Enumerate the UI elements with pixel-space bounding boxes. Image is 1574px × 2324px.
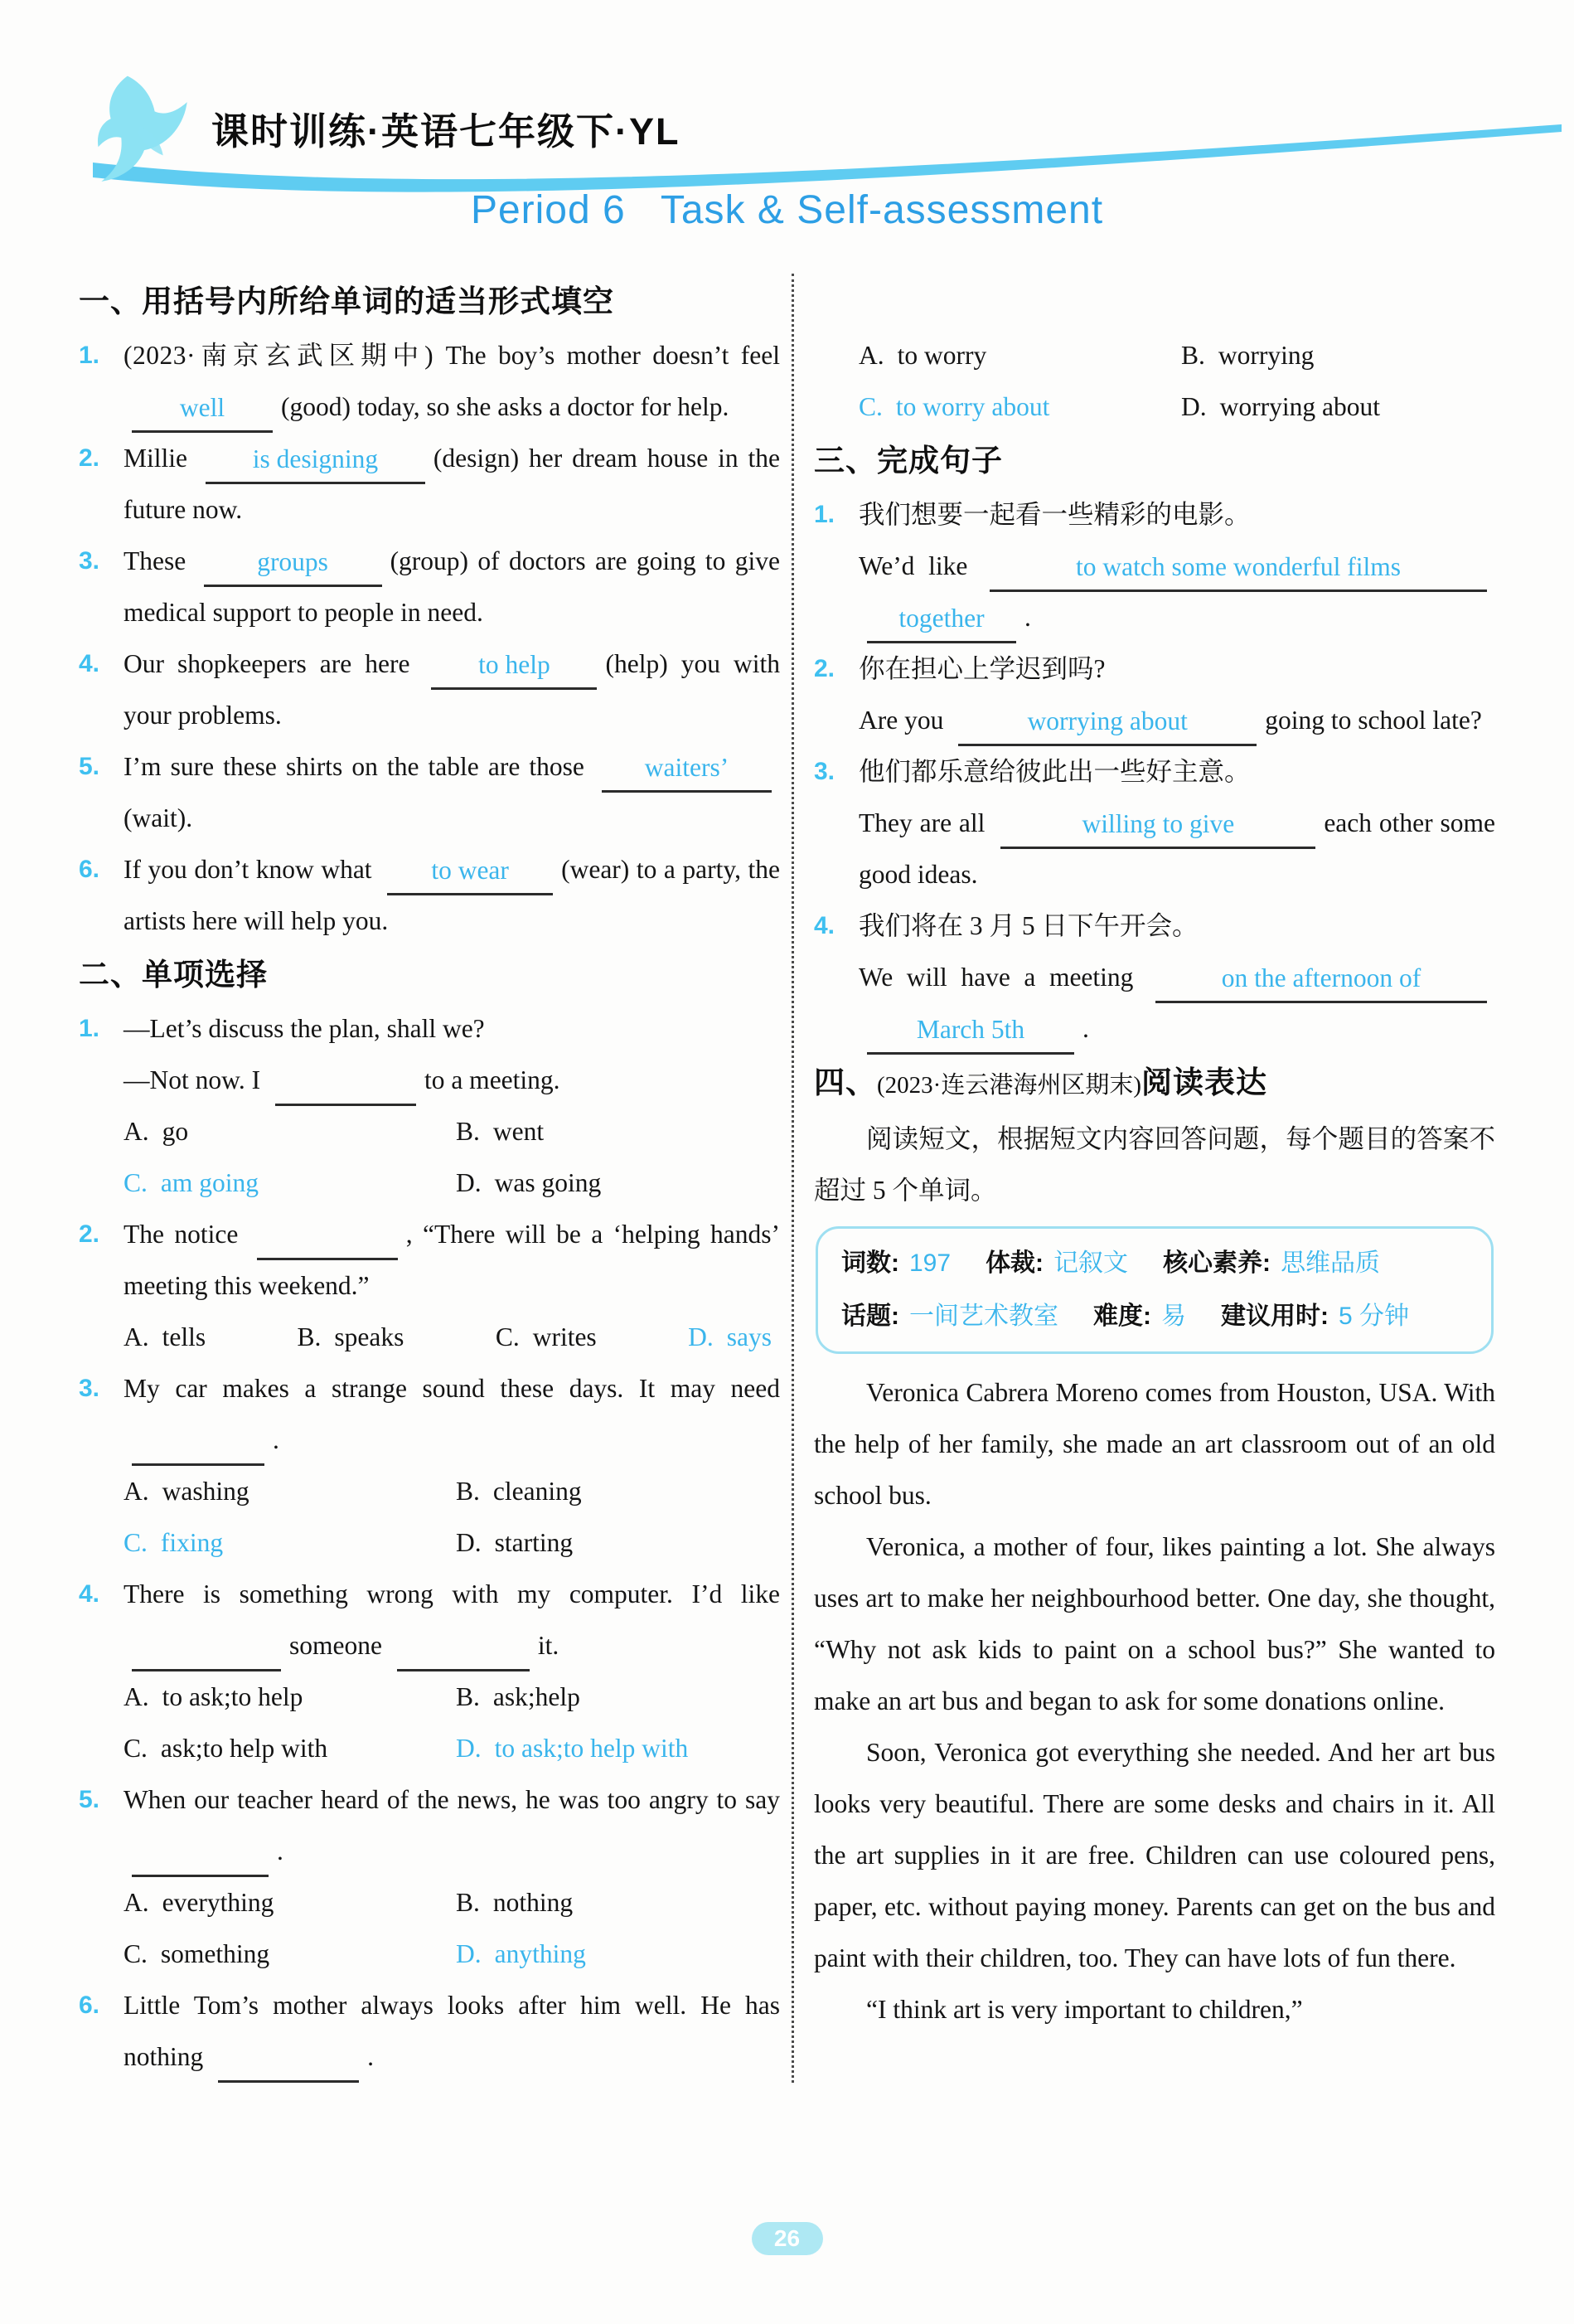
item-text: going to school late? xyxy=(1265,706,1482,735)
option xyxy=(123,1157,448,1209)
option xyxy=(123,1671,448,1723)
item-text: When our teacher heard of the news, he was too angry to say xyxy=(123,1785,780,1814)
item-text: 你在担心上学迟到吗? xyxy=(859,654,1106,683)
option-text: worrying xyxy=(1218,341,1315,370)
item-text: . xyxy=(367,2042,375,2071)
page-title: Period 6 Task & Self-assessment xyxy=(470,188,1104,232)
option-text: to worry xyxy=(897,341,987,370)
option-text: went xyxy=(492,1117,545,1146)
option xyxy=(688,1312,772,1363)
option-label: D. xyxy=(456,1168,482,1197)
item-text: Millie xyxy=(123,444,187,473)
item-number: 1. xyxy=(79,1015,100,1042)
option-label: A. xyxy=(123,1682,149,1711)
option xyxy=(456,1723,780,1774)
option-text: cleaning xyxy=(492,1477,582,1506)
info-label: 建议用时: xyxy=(1221,1303,1329,1330)
item-text: . xyxy=(277,1836,283,1866)
exercise-item xyxy=(79,1363,780,1466)
brand-title: 课时训练·英语七年级下·YL xyxy=(211,110,680,153)
paragraph: 阅读短文，根据短文内容回答问题，每个题目的答案不超过 5 个单词。 xyxy=(814,1124,1495,1205)
exercise-item xyxy=(79,1774,780,1877)
answer-blank xyxy=(257,1212,398,1260)
option xyxy=(456,1517,780,1569)
option-label: D. xyxy=(1181,392,1207,421)
option xyxy=(1181,381,1495,433)
heading-text: 四、 xyxy=(814,1065,877,1099)
exercise-item xyxy=(814,746,1495,900)
item-text: . xyxy=(273,1425,279,1454)
item-number: 1. xyxy=(814,501,835,528)
item-body xyxy=(123,638,780,741)
option-label: A. xyxy=(123,1117,149,1146)
section-heading: 一、用括号内所给单词的适当形式填空 xyxy=(79,284,614,318)
answer-blank: to watch some wonderful films xyxy=(990,544,1487,592)
item-text: If you don’t know what xyxy=(123,855,372,884)
item-text: 我们将在 3 月 5 日下午开会。 xyxy=(859,911,1199,940)
info-label: 难度: xyxy=(1093,1303,1151,1330)
info-label: 话题: xyxy=(841,1303,899,1330)
info-value: 思维品质 xyxy=(1281,1249,1381,1277)
info-label: 体裁: xyxy=(986,1249,1044,1277)
option-text: says xyxy=(726,1322,772,1351)
item-body xyxy=(123,433,780,536)
answer-blank: well xyxy=(132,385,273,433)
options-row xyxy=(814,330,1495,433)
option-label: C. xyxy=(123,1168,148,1197)
option-text: everything xyxy=(162,1888,274,1917)
exam-source: (2023·连云港海州区期末) xyxy=(877,1072,1141,1099)
answer-blank xyxy=(132,1623,281,1671)
option xyxy=(123,1106,448,1157)
option-label: D. xyxy=(456,1528,482,1557)
option xyxy=(123,1312,206,1363)
item-text: Little Tom’s mother always looks after him well. He has nothing xyxy=(123,1991,780,2071)
item-text: . xyxy=(1082,1014,1089,1043)
dolphin-logo-icon xyxy=(91,70,197,190)
info-value: 一间艺术教室 xyxy=(909,1303,1058,1330)
item-body xyxy=(859,746,1495,900)
answer-blank: waiters’ xyxy=(602,745,772,793)
option-text: go xyxy=(162,1117,189,1146)
item-number: 2. xyxy=(79,444,100,472)
paragraph: Veronica Cabrera Moreno comes from Houston, USA. With the help of her family, she made an art classroom out of an old school bus. xyxy=(814,1378,1495,1510)
item-number: 5. xyxy=(79,1786,100,1813)
options-row xyxy=(79,1312,780,1363)
option-text: to ask;to help with xyxy=(494,1734,689,1763)
item-text: They are all xyxy=(859,808,986,837)
option xyxy=(123,1929,448,1980)
exercise-item xyxy=(79,536,780,638)
item-text: Our shopkeepers are here xyxy=(123,649,410,678)
item-number: 3. xyxy=(79,1375,100,1402)
option-label: A. xyxy=(123,1477,149,1506)
item-text: (group) of doctors are going to give medical support to people in need. xyxy=(123,546,780,627)
option-label: D. xyxy=(456,1939,482,1968)
info-row xyxy=(841,1290,1468,1343)
right-column xyxy=(794,274,1495,2083)
paragraph: Soon, Veronica got everything she needed. And her art bus looks very beautiful. There are some desks and chairs in it. All the art supplies in it are free. Children can use coloured pens, paper, etc. without paying money. Parents can get on the bus and paint with their children, too. They can have lots of fun there. xyxy=(814,1738,1495,1972)
item-text: it. xyxy=(537,1631,559,1660)
exercise-item xyxy=(79,1980,780,2083)
option-text: to worry about xyxy=(895,392,1050,421)
option xyxy=(123,1723,448,1774)
exercise-item xyxy=(814,643,1495,746)
item-number: 4. xyxy=(79,1580,100,1608)
option-label: C. xyxy=(123,1939,148,1968)
item-body xyxy=(123,741,780,844)
item-text: (good) today, so she asks a doctor for help. xyxy=(281,392,729,421)
item-text: (help) you with your problems. xyxy=(123,649,780,730)
exercise-item xyxy=(79,330,780,433)
exercise-item xyxy=(79,1003,780,1106)
answer-blank: willing to give xyxy=(1000,801,1315,849)
answer-blank xyxy=(132,1418,264,1466)
item-body xyxy=(123,1774,780,1877)
paragraph: Veronica, a mother of four, likes painting a lot. She always uses art to make her neighbourhood better. One day, she thought, “Why not ask kids to paint on a school bus?” She wanted to make an art bus and began to ask for some donations online. xyxy=(814,1532,1495,1715)
answer-blank: to help xyxy=(431,642,597,690)
item-text: The boy’s mother doesn’t feel xyxy=(445,341,780,370)
exercise-item xyxy=(79,433,780,536)
exercise-item xyxy=(79,1209,780,1312)
item-text: (design) her dream house in the future now. xyxy=(123,444,781,524)
item-text: someone xyxy=(289,1631,382,1660)
item-text: I’m sure these shirts on the table are those xyxy=(123,752,584,781)
exercise-item xyxy=(814,900,1495,1055)
section-heading: 二、单项选择 xyxy=(79,958,268,992)
item-body xyxy=(123,1209,780,1312)
item-text: My car makes a strange sound these days. It may need xyxy=(123,1374,780,1403)
option-label: D. xyxy=(456,1734,482,1763)
item-number: 6. xyxy=(79,1992,100,2019)
paragraph: “I think art is very important to children,” xyxy=(866,1995,1303,2024)
item-number: 6. xyxy=(79,856,100,883)
option-label: D. xyxy=(688,1322,714,1351)
option-label: C. xyxy=(859,392,883,421)
answer-blank: worrying about xyxy=(958,698,1257,746)
item-body xyxy=(123,536,780,638)
info-value: 记叙文 xyxy=(1053,1249,1129,1277)
option xyxy=(456,1106,780,1157)
options-row xyxy=(79,1106,780,1209)
option-label: C. xyxy=(123,1528,148,1557)
option xyxy=(456,1929,780,1980)
option-text: am going xyxy=(160,1168,259,1197)
option xyxy=(859,381,1173,433)
item-body xyxy=(859,643,1495,746)
answer-blank: on the afternoon of xyxy=(1155,955,1487,1003)
item-number: 1. xyxy=(79,342,100,369)
option-label: B. xyxy=(456,1477,480,1506)
option-text: was going xyxy=(494,1168,602,1197)
item-text: We’d like xyxy=(859,551,968,580)
option-text: writes xyxy=(532,1322,597,1351)
item-body xyxy=(123,1569,780,1671)
option xyxy=(123,1877,448,1929)
item-body xyxy=(123,844,780,947)
option-label: B. xyxy=(297,1322,322,1351)
item-number: 4. xyxy=(79,650,100,677)
option-label: C. xyxy=(123,1734,148,1763)
item-text: . xyxy=(1024,603,1031,632)
item-text: to a meeting. xyxy=(424,1065,560,1094)
item-text: —Not now. I xyxy=(123,1065,261,1094)
item-body xyxy=(123,1363,780,1466)
option xyxy=(456,1157,780,1209)
item-text: We will have a meeting xyxy=(859,963,1134,992)
exercise-item xyxy=(79,1569,780,1671)
item-text: 我们想要一起看一些精彩的电影。 xyxy=(859,500,1251,529)
option xyxy=(496,1312,597,1363)
info-value: 197 xyxy=(909,1249,952,1277)
options-row xyxy=(79,1877,780,1980)
option-label: B. xyxy=(456,1117,480,1146)
exercise-item xyxy=(79,741,780,844)
answer-blank xyxy=(397,1623,530,1671)
item-body xyxy=(123,330,780,433)
option xyxy=(456,1877,780,1929)
item-text: each other some good ideas. xyxy=(859,808,1495,889)
option-label: B. xyxy=(1181,341,1205,370)
item-text: These xyxy=(123,546,186,575)
answer-blank xyxy=(132,1829,269,1877)
answer-blank: March 5th xyxy=(867,1007,1074,1055)
info-label: 核心素养: xyxy=(1163,1249,1271,1277)
exercise-item xyxy=(79,638,780,741)
option-text: speaks xyxy=(334,1322,404,1351)
exam-source: (2023·南京玄武区期中) xyxy=(123,341,434,370)
option-label: A. xyxy=(859,341,884,370)
item-number: 5. xyxy=(79,753,100,780)
item-number: 4. xyxy=(814,912,835,939)
option-text: ask;to help with xyxy=(160,1734,328,1763)
option-text: something xyxy=(160,1939,270,1968)
option-label: A. xyxy=(123,1888,149,1917)
item-number: 2. xyxy=(79,1220,100,1248)
info-value: 易 xyxy=(1161,1303,1186,1330)
section-heading xyxy=(814,1055,1495,1113)
section-heading: 三、完成句子 xyxy=(814,444,1003,478)
item-text: —Let’s discuss the plan, shall we? xyxy=(123,1014,485,1043)
heading-text: 阅读表达 xyxy=(1141,1065,1267,1099)
option-label: A. xyxy=(123,1322,149,1351)
option-text: worrying about xyxy=(1219,392,1380,421)
content-columns xyxy=(79,274,1495,2083)
option-text: anything xyxy=(494,1939,586,1968)
option-text: tells xyxy=(162,1322,206,1351)
item-body xyxy=(123,1003,780,1106)
info-label: 词数: xyxy=(841,1249,899,1277)
passage-info-box xyxy=(816,1226,1494,1354)
answer-blank: groups xyxy=(204,539,382,587)
item-text: (wear) to a party, the artists here will help you. xyxy=(123,855,780,935)
answer-blank xyxy=(218,2035,359,2083)
info-row xyxy=(841,1237,1468,1290)
option xyxy=(1181,330,1495,381)
item-text: The notice xyxy=(123,1220,239,1249)
page-number-badge: 26 xyxy=(752,2222,823,2255)
item-body xyxy=(859,489,1495,643)
option xyxy=(859,330,1173,381)
item-text: 他们都乐意给彼此出一些好主意。 xyxy=(859,757,1251,786)
option xyxy=(123,1466,448,1517)
exercise-item xyxy=(814,489,1495,643)
item-body xyxy=(859,900,1495,1055)
option-label: B. xyxy=(456,1888,480,1917)
option xyxy=(456,1466,780,1517)
answer-blank: together xyxy=(867,595,1016,643)
option-text: ask;help xyxy=(492,1682,580,1711)
option-text: fixing xyxy=(160,1528,224,1557)
option-label: C. xyxy=(495,1322,520,1351)
item-body xyxy=(123,1980,780,2083)
options-row xyxy=(79,1671,780,1774)
item-number: 2. xyxy=(814,655,835,682)
option-text: washing xyxy=(162,1477,249,1506)
item-text: , “There will be a ‘helping hands’ meeting this weekend.” xyxy=(123,1220,780,1300)
answer-blank xyxy=(275,1058,416,1106)
item-number: 3. xyxy=(79,547,100,575)
item-text: There is something wrong with my computer. I’d like xyxy=(123,1579,780,1608)
options-row xyxy=(79,1466,780,1569)
option-text: starting xyxy=(494,1528,574,1557)
option-text: to ask;to help xyxy=(162,1682,303,1711)
option-text: nothing xyxy=(492,1888,574,1917)
answer-blank: to wear xyxy=(387,847,553,895)
left-column xyxy=(79,274,794,2083)
info-value: 5 分钟 xyxy=(1339,1303,1410,1330)
item-text: (wait). xyxy=(123,803,193,832)
option-label: B. xyxy=(456,1682,480,1711)
item-text: Are you xyxy=(859,706,944,735)
option xyxy=(298,1312,404,1363)
option xyxy=(123,1517,448,1569)
option xyxy=(456,1671,780,1723)
item-number: 3. xyxy=(814,758,835,785)
exercise-item xyxy=(79,844,780,947)
answer-blank: is designing xyxy=(206,436,425,484)
